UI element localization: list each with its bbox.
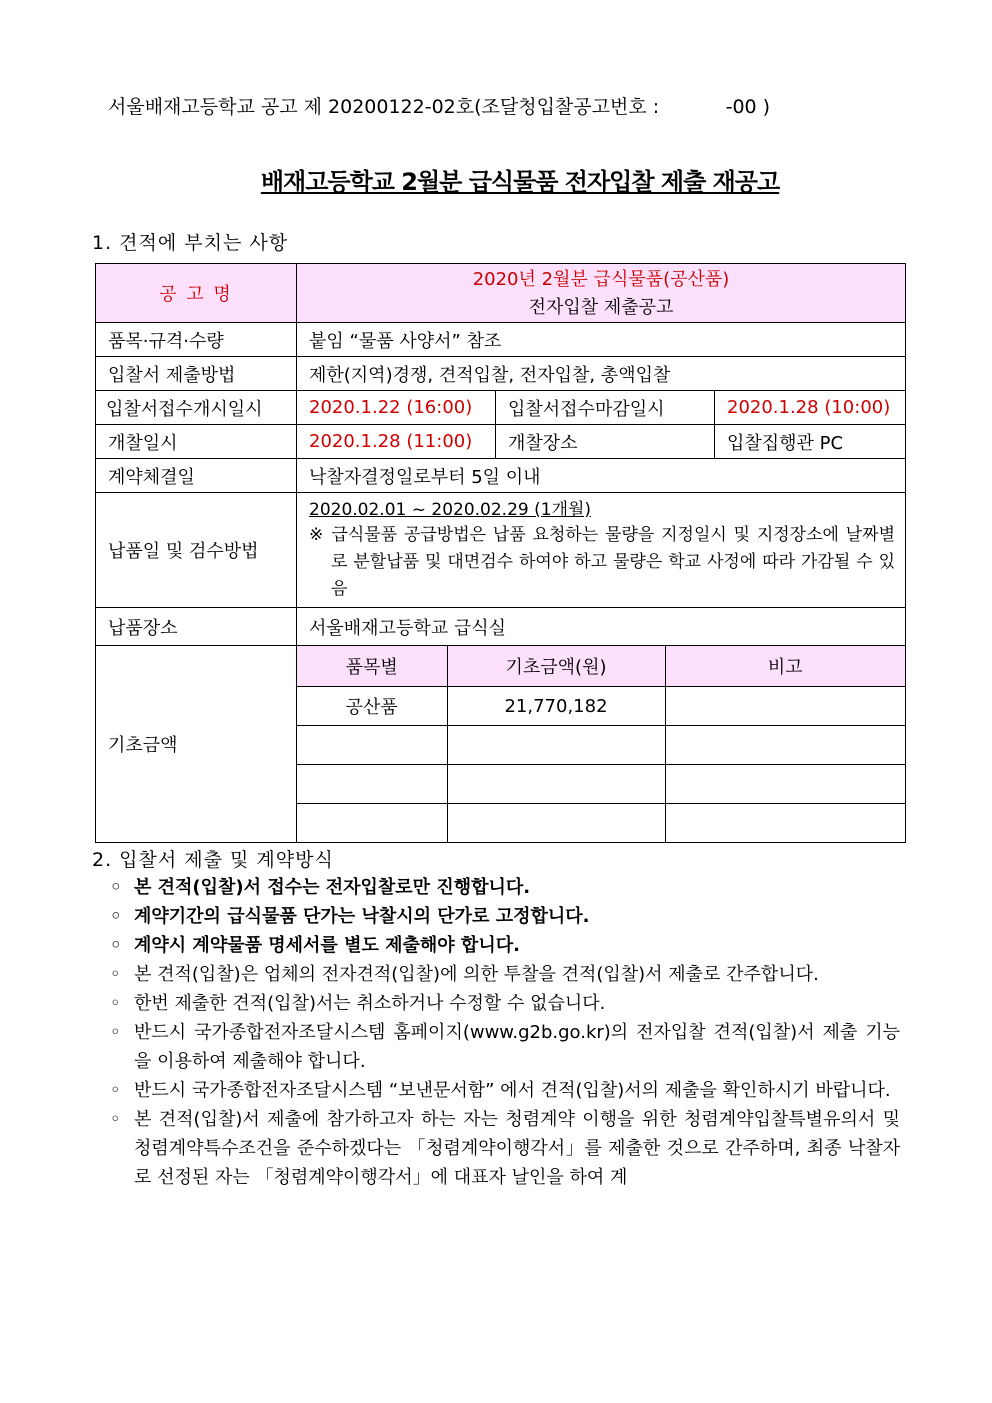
list-item-text: 계약기간의 급식물품 단가는 낙찰시의 단가로 고정합니다. [134,906,590,927]
base-amount-table [297,646,905,842]
base-cell [665,687,905,726]
bullet-mark: ◦ [110,1109,121,1130]
base-cell [665,765,905,804]
base-cell [447,765,665,804]
bullet-mark: ◦ [110,1080,121,1101]
list-item-text: 반드시 국가종합전자조달시스템 “보낸문서함” 에서 견적(입찰)서의 제출을 확인하시기 바랍니다. [134,1080,891,1101]
bullet-mark: ◦ [110,1022,121,1043]
base-table-row [297,804,905,843]
base-amount-label: 기초금액 [96,646,297,843]
place-value: 서울배재고등학교 급식실 [297,608,906,646]
list-item [110,989,900,1018]
base-cell: 공산품 [297,687,447,726]
notice-name-line2: 전자입찰 제출공고 [528,297,674,318]
list-item [110,902,900,931]
base-table-row [297,687,905,726]
bullet-mark: ◦ [110,877,122,898]
bullet-mark: ◦ [110,906,122,927]
base-cell [447,804,665,843]
notice-name-value [297,264,906,323]
bullet-mark: ◦ [110,993,121,1014]
base-cell [665,726,905,765]
base-table-row [297,765,905,804]
table-row [96,357,906,391]
table-row [96,264,906,323]
base-header-item: 품목별 [297,646,447,687]
bullet-mark: ◦ [110,964,121,985]
list-item-text: 반드시 국가종합전자조달시스템 홈페이지(www.g2b.go.kr)의 전자입찰 견적(입찰)서 제출 기능을 이용하여 제출해야 합니다. [134,1022,900,1072]
open-start-value: 2020.1.22 (16:00) [297,391,496,425]
base-cell [447,726,665,765]
open-start-label: 입찰서접수개시일시 [96,391,297,425]
list-item [110,1105,900,1192]
table-row [96,493,906,608]
notice-name-line1: 2020년 2월분 급식물품(공산품) [472,269,730,290]
base-table-row [297,726,905,765]
list-item [110,931,900,960]
method-value: 제한(지역)경쟁, 견적입찰, 전자입찰, 총액입찰 [297,357,906,391]
list-item [110,873,900,902]
bid-info-table [95,263,906,843]
base-header-note: 비고 [665,646,905,687]
delivery-label: 납품일 및 검수방법 [96,493,297,608]
base-amount-cell [297,646,906,843]
list-item-text: 한번 제출한 견적(입찰)서는 취소하거나 수정할 수 없습니다. [134,993,606,1014]
close-label: 입찰서접수마감일시 [496,391,715,425]
document-title: 배재고등학교 2월분 급식물품 전자입찰 제출 재공고 [260,168,780,196]
table-row [96,391,906,425]
opening-value: 2020.1.28 (11:00) [297,425,496,459]
base-cell [297,726,447,765]
opening-label: 개찰일시 [96,425,297,459]
base-cell: 21,770,182 [447,687,665,726]
list-item [110,1018,900,1076]
bid-method-list [110,873,900,1192]
delivery-note: ※ 급식물품 공급방법은 납품 요청하는 물량을 지정일시 및 지정장소에 날짜별로 분할납품 및 대면검수 하여야 하고 물량은 학교 사정에 따라 가감될 수 있음 [309,525,896,599]
list-item-text: 본 견적(입찰)서 제출에 참가하고자 하는 자는 청렴계약 이행을 위한 청렴계약입찰특별유의서 및 청렴계약특수조건을 준수하겠다는 「청렴계약이행각서」를 제출한 것으로 간주하며, 최종 낙찰자로 선정된 자는 「청렴계약이행각서」에 대표자 날인을 하여 계 [134,1109,900,1188]
contract-value: 낙찰자결정일로부터 5일 이내 [297,459,906,493]
list-item-text: 본 견적(입찰)서 접수는 전자입찰로만 진행합니다. [134,877,531,898]
opening-place-value: 입찰집행관 PC [715,425,906,459]
table-row [96,323,906,357]
base-table-header-row [297,646,905,687]
base-header-amount: 기초금액(원) [447,646,665,687]
notice-number-line: 서울배재고등학교 공고 제 20200122-02호(조달청입찰공고번호 : -00 ) [108,96,771,118]
delivery-period: 2020.02.01 ~ 2020.02.29 (1개월) [309,500,592,520]
place-label: 납품장소 [96,608,297,646]
notice-name-label: 공 고 명 [96,264,297,323]
list-item [110,960,900,989]
table-row [96,646,906,843]
item-label: 품목·규격·수량 [96,323,297,357]
list-item [110,1076,900,1105]
table-row [96,608,906,646]
delivery-value [297,493,906,608]
contract-label: 계약체결일 [96,459,297,493]
close-value: 2020.1.28 (10:00) [715,391,906,425]
opening-place-label: 개찰장소 [496,425,715,459]
table-row [96,459,906,493]
base-cell [665,804,905,843]
list-item-text: 본 견적(입찰)은 업체의 전자견적(입찰)에 의한 투찰을 견적(입찰)서 제출로 간주합니다. [134,964,819,985]
item-value: 붙임 “물품 사양서” 참조 [297,323,906,357]
bullet-mark: ◦ [110,935,122,956]
section-2-heading: 2. 입찰서 제출 및 계약방식 [92,849,334,871]
method-label: 입찰서 제출방법 [96,357,297,391]
list-item-text: 계약시 계약물품 명세서를 별도 제출해야 합니다. [134,935,520,956]
table-row [96,425,906,459]
base-cell [297,804,447,843]
section-1-heading: 1. 견적에 부치는 사항 [92,232,289,254]
base-cell [297,765,447,804]
